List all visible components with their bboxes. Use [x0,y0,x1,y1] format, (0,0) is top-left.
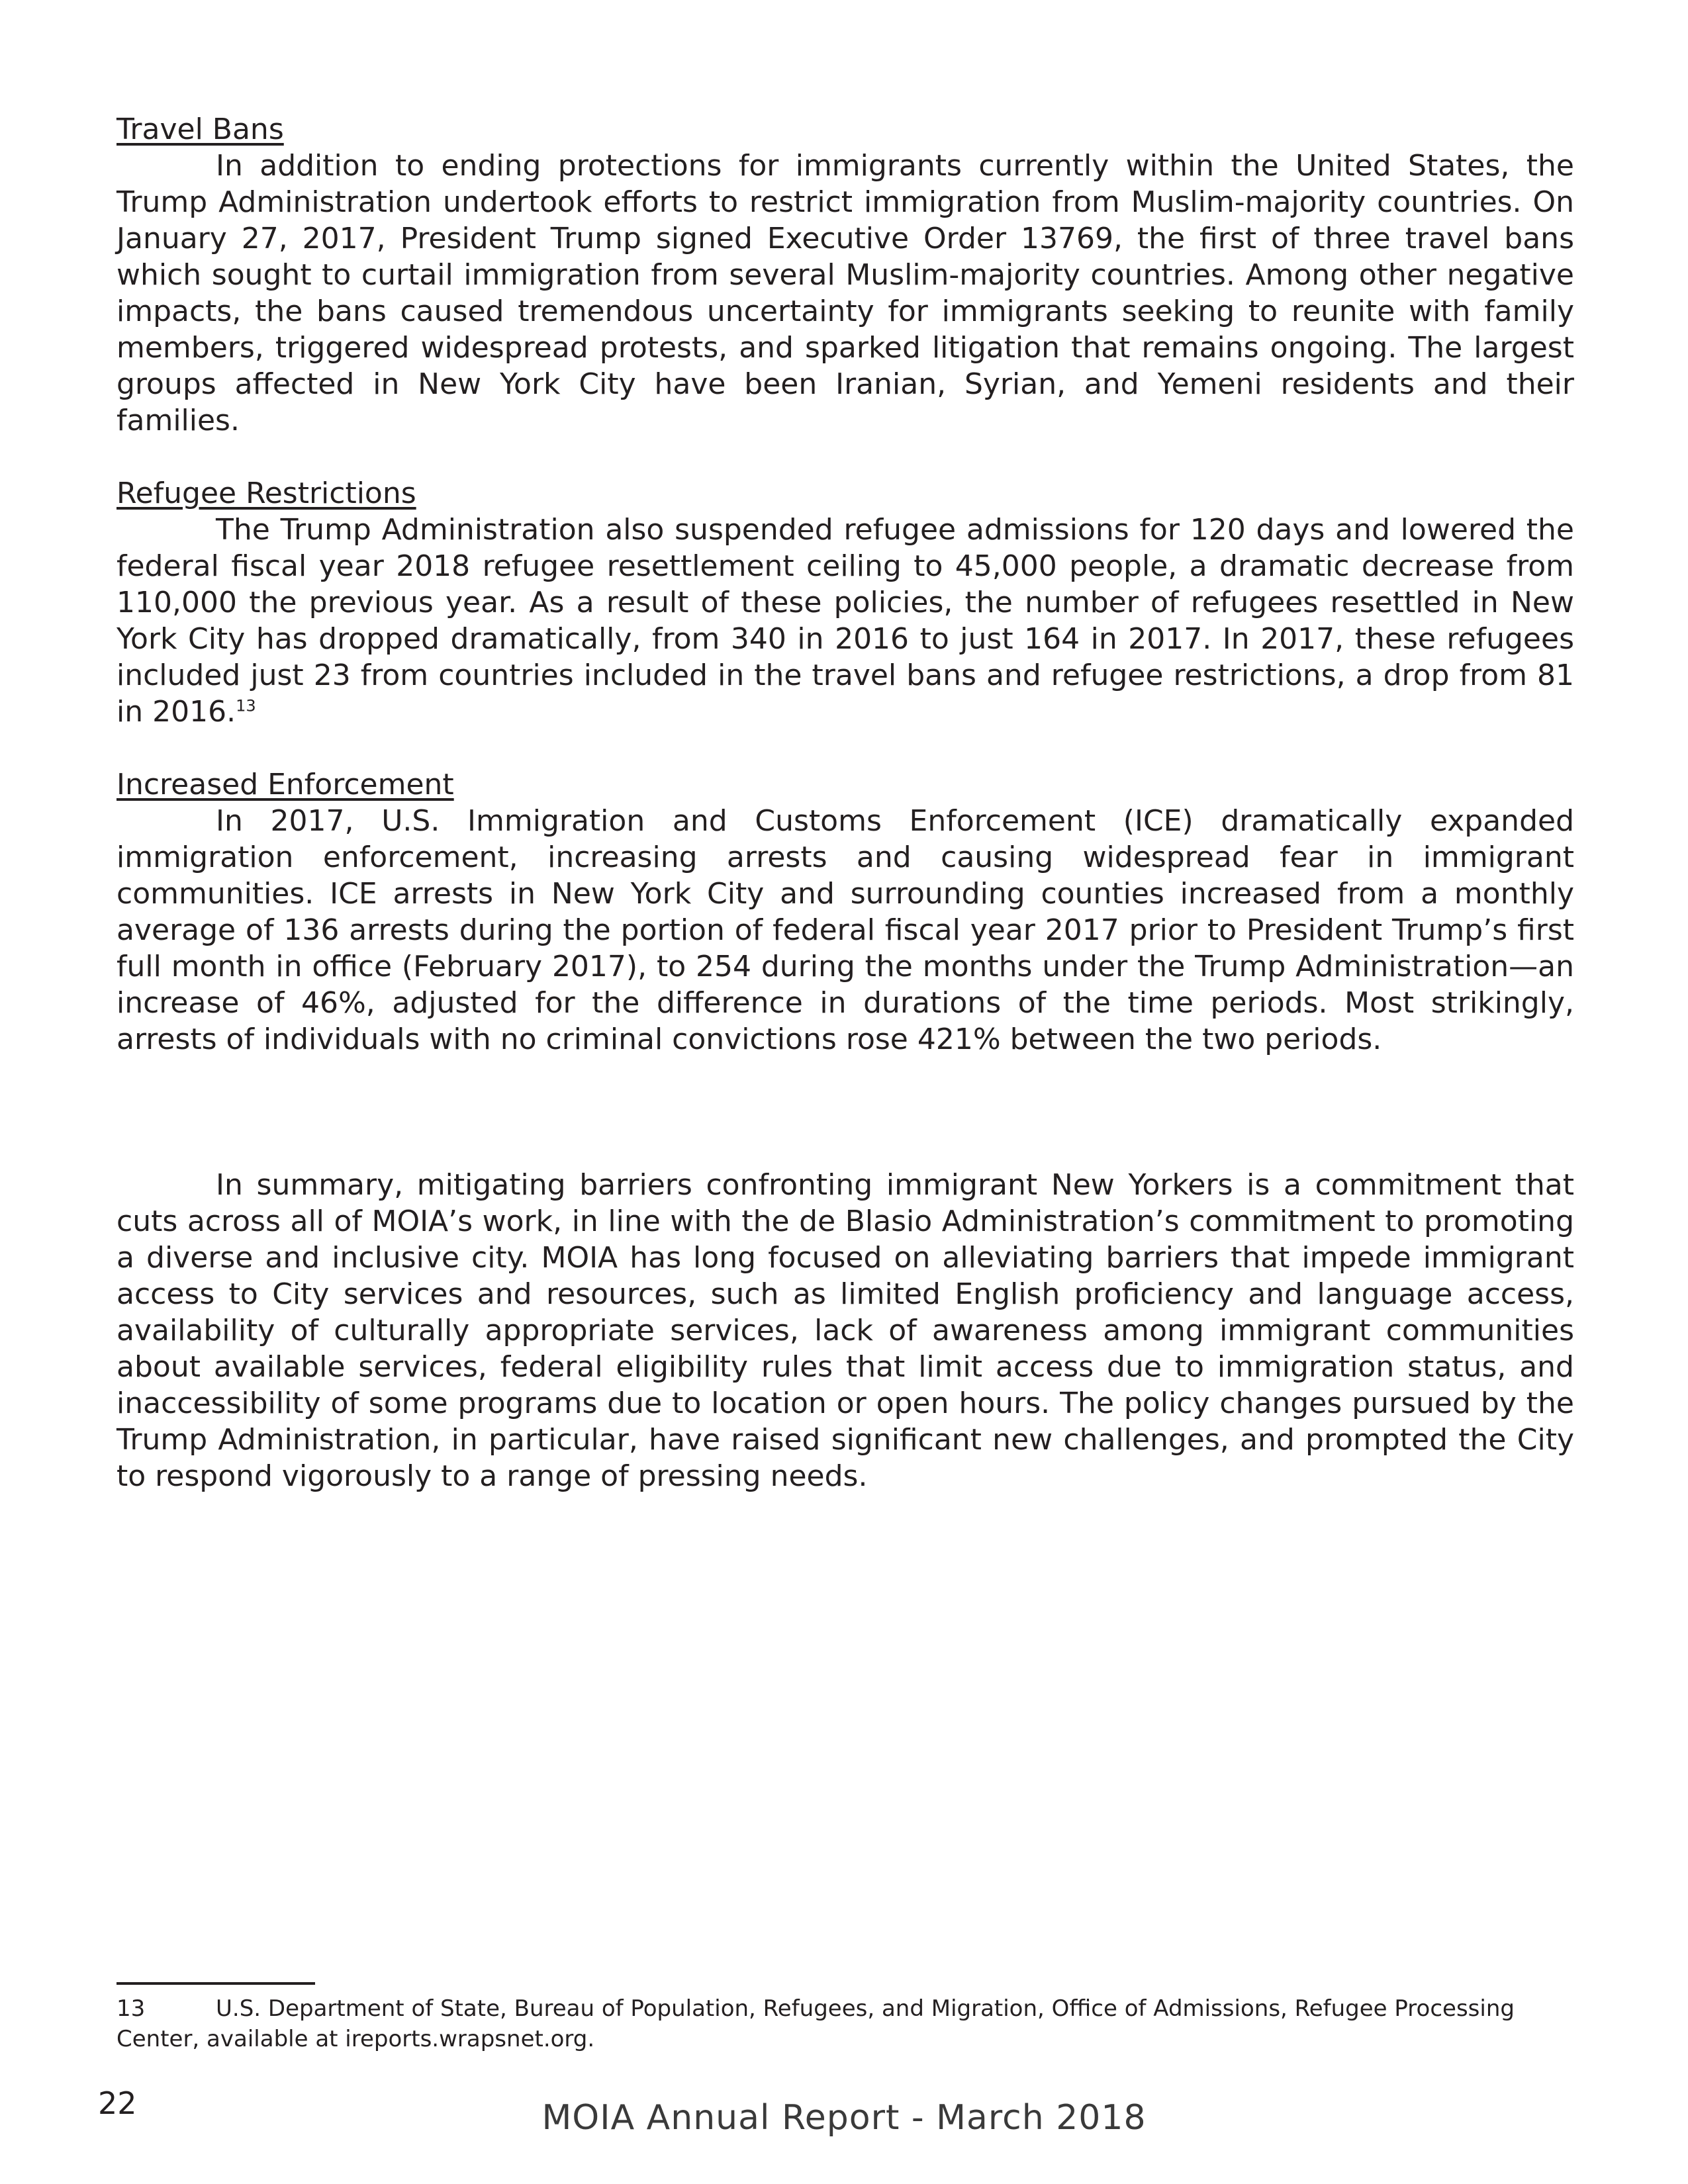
page-number: 22 [98,2085,137,2121]
section-body: In 2017, U.S. Immigration and Customs Enforcement (ICE) dramatically expanded immigration enforcement, increasing arrests and causing widespread fear in immigrant communities. ICE arrests in New York City and surrounding counties increased from a monthly average of 136 arrests during the portion of federal fiscal year 2017 prior to President Trump’s first full month in office (February 2017), to 254 during the months under the Trump Administration—an increase of 46%, adjusted for the difference in durations of the time periods. Most strikingly, arrests of individuals with no criminal convictions rose 421% between the two periods. [117,804,1574,1056]
section-refugee-restrictions [117,475,1574,730]
section-travel-bans [117,111,1574,439]
page-content [117,111,1574,1494]
summary-paragraph: In summary, mitigating barriers confronting immigrant New Yorkers is a commitment that cuts across all of MOIA’s work, in line with the de Blasio Administration’s commitment to promoting a diverse and inclusive city. MOIA has long focused on alleviating barriers that impede immigrant access to City services and resources, such as limited English proficiency and language access, availability of culturally appropriate services, lack of awareness among immigrant communities about available services, federal eligibility rules that limit access due to immigration status, and inaccessibility of some programs due to location or open hours. The policy changes pursued by the Trump Administration, in particular, have raised significant new challenges, and prompted the City to respond vigorously to a range of pressing needs. [117,1168,1574,1493]
section-heading: Refugee Restrictions [117,477,416,510]
section-body-text: The Trump Administration also suspended refugee admissions for 120 days and lowered the federal fiscal year 2018 refugee resettlement ceiling to 45,000 people, a dramatic decrease from 110,000 the previous year. As a result of these policies, the number of refugees resettled in New York City has dropped dramatically, from 340 in 2016 to just 164 in 2017. In 2017, these refugees included just 23 from countries included in the travel bans and refugee restrictions, a drop from 81 in 2016. [117,513,1574,729]
section-body: In addition to ending protections for immigrants currently within the United States, the Trump Administration undertook efforts to restrict immigration from Muslim-majority countries. On January 27, 2017, President Trump signed Executive Order 13769, the first of three travel bans which sought to curtail immigration from several Muslim-majority countries. Among other negative impacts, the bans caused tremendous uncertainty for immigrants seeking to reunite with family members, triggered widespread protests, and sparked litigation that remains ongoing. The largest groups affected in New York City have been Iranian, Syrian, and Yemeni residents and their families. [117,149,1574,437]
section-body [117,512,1574,730]
section-increased-enforcement [117,766,1574,1058]
section-heading: Travel Bans [117,113,284,146]
footnote-text: U.S. Department of State, Bureau of Population, Refugees, and Migration, Office of Admissions, Refugee Processing Center, available at ireports.wrapsnet.org. [117,1995,1515,2052]
footer-title: MOIA Annual Report - March 2018 [541,2098,1147,2138]
section-heading: Increased Enforcement [117,768,454,801]
footnote-number: 13 [117,1995,146,2022]
footnote [117,1993,1574,2054]
footnote-ref[interactable]: 13 [236,696,256,715]
footnote-divider [117,1982,315,1985]
